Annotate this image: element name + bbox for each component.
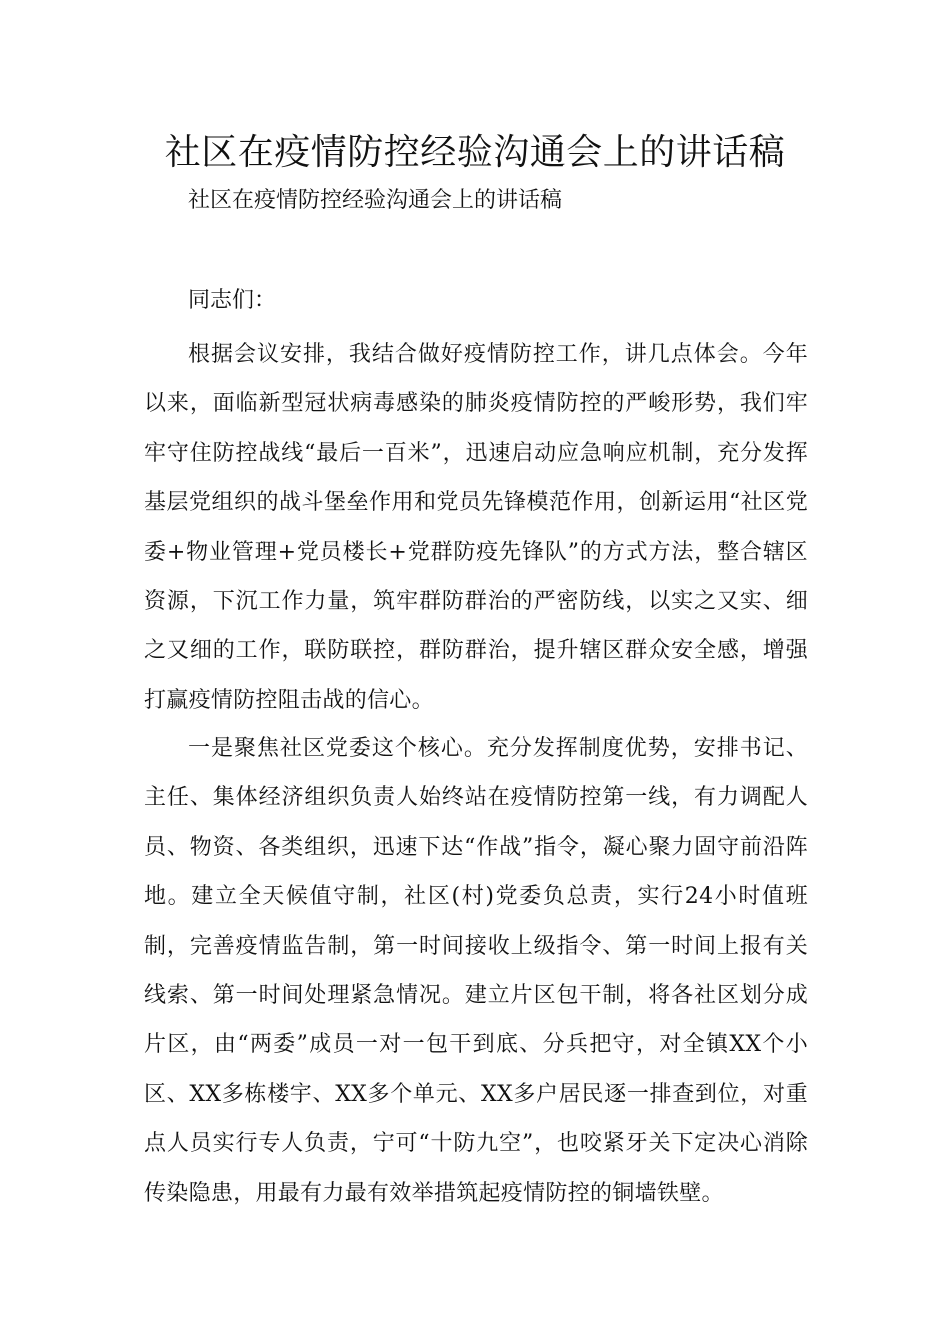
document-title: 社区在疫情防控经验沟通会上的讲话稿 [164, 132, 786, 173]
document-subtitle: 社区在疫情防控经验沟通会上的讲话稿 [188, 188, 563, 213]
salutation: 同志们： [188, 288, 277, 313]
paragraph-intro: 根据会议安排，我结合做好疫情防控工作，讲几点体会。今年以来，面临新型冠状病毒感染的肺炎疫情防控的严峻形势，我们牢牢守住防控战线“最后一百米”，迅速启动应急响应机制，充分发挥基层党组织的战斗堡垒作用和党员先锋模范作用，创新运用“社区党委+物业管理+党员楼长+党群防疫先锋队”的方式方法，整合辖区资源，下沉工作力量，筑牢群防群治的严密防线，以实之又实、细之又细的工作，联防联控，群防群治，提升辖区群众安全感，增强打赢疫情防控阻击战的信心。 [144, 342, 808, 713]
paragraph-party-core: 一是聚焦社区党委这个核心。充分发挥制度优势，安排书记、主任、集体经济组织负责人始终站在疫情防控第一线，有力调配人员、物资、各类组织，迅速下达“作战”指令，凝心聚力固守前沿阵地。建立全天候值守制，社区(村)党委负总责，实行24小时值班制，完善疫情监告制，第一时间接收上级指令、第一时间上报有关线索、第一时间处理紧急情况。建立片区包干制，将各社区划分成片区，由“两委”成员一对一包干到底、分兵把守，对全镇XX个小区、XX多栋楼宇、XX多个单元、XX多户居民逐一排查到位，对重点人员实行专人负责，宁可“十防九空”，也咬紧牙关下定决心消除传染隐患，用最有力最有效举措筑起疫情防控的铜墙铁壁。 [144, 736, 808, 1206]
